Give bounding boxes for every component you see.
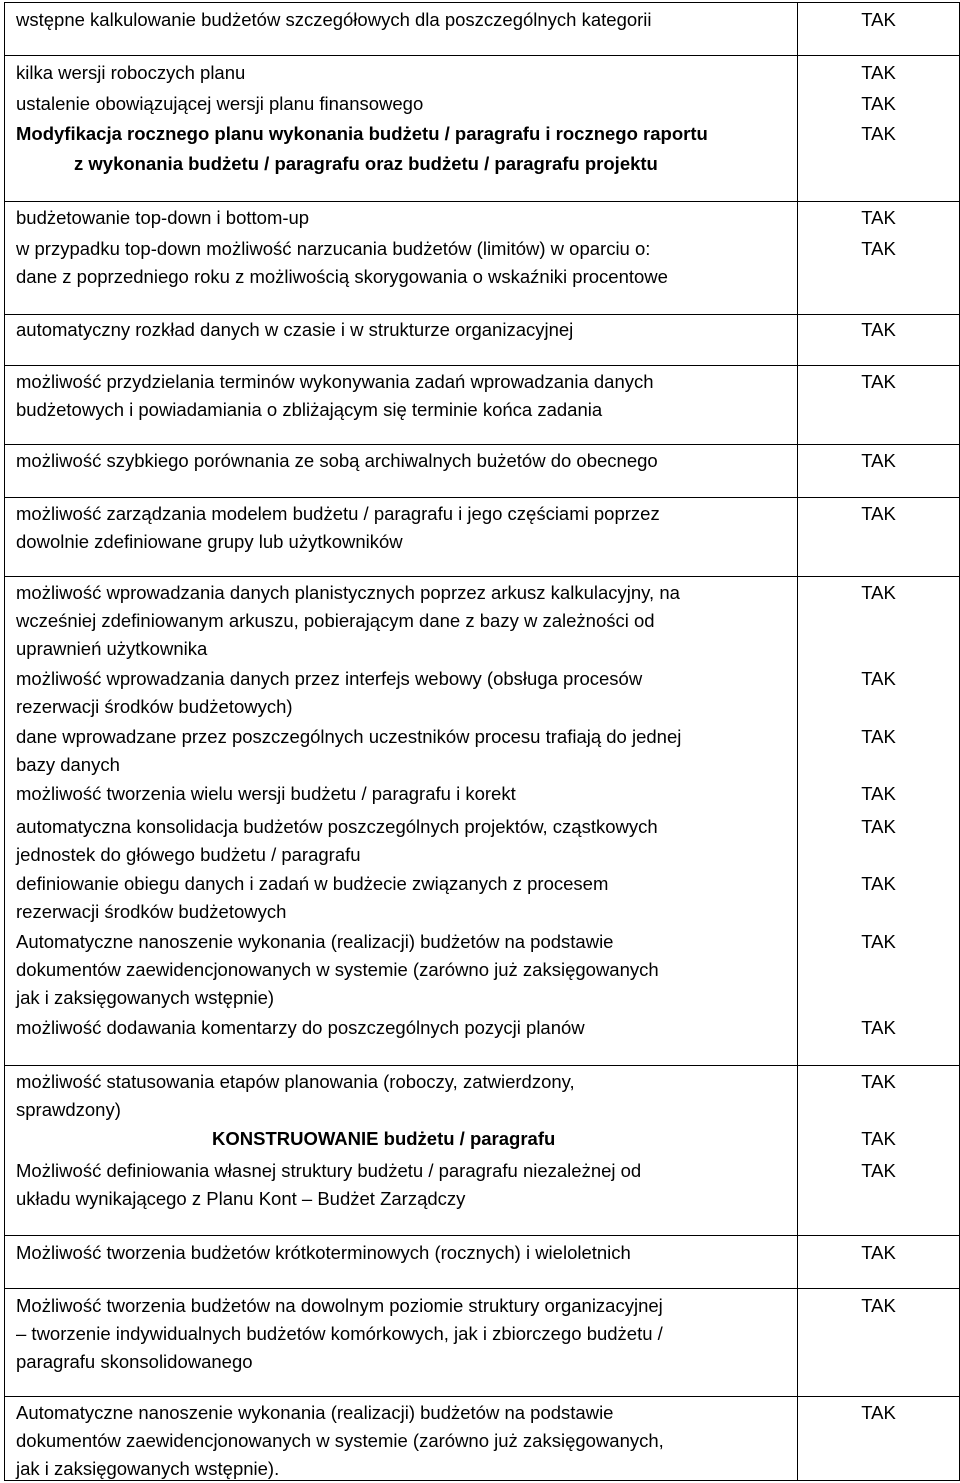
requirement-text: Automatyczne nanoszenie wykonania (realizacji) budżetów na podstawie — [16, 1402, 614, 1423]
requirement-text: dane z poprzedniego roku z możliwością skorygowania o wskaźniki procentowe — [16, 266, 668, 287]
table-row — [5, 1236, 959, 1289]
requirement-text: uprawnień użytkownika — [16, 638, 208, 659]
status-value: TAK — [861, 93, 896, 114]
status-value: TAK — [861, 62, 896, 83]
requirement-text: wcześniej zdefiniowanym arkuszu, pobierającym dane z bazy w zależności od — [16, 610, 655, 631]
requirement-text: możliwość szybkiego porównania ze sobą archiwalnych bużetów do obecnego — [16, 450, 658, 471]
requirement-text: Możliwość definiowania własnej struktury budżetu / paragrafu niezależnej od — [16, 1160, 642, 1181]
status-value: TAK — [861, 319, 896, 340]
table-row — [5, 56, 959, 202]
requirement-text: bazy danych — [16, 754, 120, 775]
requirement-text: jak i zaksięgowanych wstępnie) — [16, 987, 275, 1008]
requirement-text: możliwość przydzielania terminów wykonywania zadań wprowadzania danych — [16, 371, 654, 392]
requirement-text: dokumentów zaewidencjonowanych w systemie (zarówno już zaksięgowanych — [16, 959, 659, 980]
table-row — [5, 202, 959, 315]
status-value: TAK — [861, 9, 896, 30]
table-row — [5, 1066, 959, 1236]
requirement-text: budżetowych i powiadamiania o zbliżającym się terminie końca zadania — [16, 399, 603, 420]
requirements-table — [4, 2, 960, 1481]
requirement-text: układu wynikającego z Planu Kont – Budżet Zarządczy — [16, 1188, 466, 1209]
requirement-text: Modyfikacja rocznego planu wykonania budżetu / paragrafu i rocznego raportu — [16, 123, 708, 144]
requirement-text: możliwość wprowadzania danych przez interfejs webowy (obsługa procesów — [16, 668, 643, 689]
status-value: TAK — [861, 238, 896, 259]
status-value: TAK — [861, 1402, 896, 1423]
status-value: TAK — [861, 668, 896, 689]
requirement-text: jak i zaksięgowanych wstępnie). — [16, 1458, 280, 1479]
status-value: TAK — [861, 503, 896, 524]
requirement-text: możliwość statusowania etapów planowania (roboczy, zatwierdzony, — [16, 1071, 575, 1092]
table-row — [5, 577, 959, 1066]
requirement-text: z wykonania budżetu / paragrafu oraz budżetu / paragrafu projektu — [74, 153, 658, 174]
table-row — [5, 1289, 959, 1397]
requirement-text: definiowanie obiegu danych i zadań w budżecie związanych z procesem — [16, 873, 609, 894]
requirement-text: – tworzenie indywidualnych budżetów komórkowych, jak i zbiorczego budżetu / — [16, 1323, 663, 1344]
requirement-text: kilka wersji roboczych planu — [16, 62, 246, 83]
requirement-text: budżetowanie top-down i bottom-up — [16, 207, 310, 228]
requirement-text: dowolnie zdefiniowane grupy lub użytkowników — [16, 531, 403, 552]
status-value: TAK — [861, 1295, 896, 1316]
status-value: TAK — [861, 816, 896, 837]
status-value: TAK — [861, 371, 896, 392]
table-row — [5, 445, 959, 498]
requirement-text: możliwość zarządzania modelem budżetu / paragrafu i jego częściami poprzez — [16, 503, 660, 524]
requirement-text: dokumentów zaewidencjonowanych w systemie (zarówno już zaksięgowanych, — [16, 1430, 664, 1451]
status-value: TAK — [861, 1242, 896, 1263]
status-value: TAK — [861, 207, 896, 228]
requirement-text: Możliwość tworzenia budżetów krótkoterminowych (rocznych) i wieloletnich — [16, 1242, 631, 1263]
status-value: TAK — [861, 1071, 896, 1092]
table-row — [5, 3, 959, 56]
table-row — [5, 1397, 959, 1480]
section-heading: KONSTRUOWANIE budżetu / paragrafu — [212, 1128, 556, 1149]
requirement-text: automatyczny rozkład danych w czasie i w strukturze organizacyjnej — [16, 319, 574, 340]
requirement-text: rezerwacji środków budżetowych — [16, 901, 287, 922]
requirement-text: dane wprowadzane przez poszczególnych uczestników procesu trafiają do jednej — [16, 726, 682, 747]
table-row — [5, 498, 959, 577]
status-value: TAK — [861, 1017, 896, 1038]
requirement-text: automatyczna konsolidacja budżetów poszczególnych projektów, cząstkowych — [16, 816, 658, 837]
status-value: TAK — [861, 783, 896, 804]
status-value: TAK — [861, 1128, 896, 1149]
status-value: TAK — [861, 582, 896, 603]
status-value: TAK — [861, 1160, 896, 1181]
requirement-text: rezerwacji środków budżetowych) — [16, 696, 293, 717]
requirement-text: paragrafu skonsolidowanego — [16, 1351, 253, 1372]
requirement-text: Automatyczne nanoszenie wykonania (realizacji) budżetów na podstawie — [16, 931, 614, 952]
table-row — [5, 315, 959, 366]
status-value: TAK — [861, 123, 896, 144]
status-value: TAK — [861, 931, 896, 952]
status-value: TAK — [861, 873, 896, 894]
requirement-text: wstępne kalkulowanie budżetów szczegółowych dla poszczególnych kategorii — [16, 9, 652, 30]
requirement-text: w przypadku top-down możliwość narzucania budżetów (limitów) w oparciu o: — [16, 238, 651, 259]
requirement-text: możliwość wprowadzania danych planistycznych poprzez arkusz kalkulacyjny, na — [16, 582, 680, 603]
requirement-text: ustalenie obowiązującej wersji planu finansowego — [16, 93, 424, 114]
table-row — [5, 366, 959, 445]
status-value: TAK — [861, 726, 896, 747]
requirement-text: możliwość tworzenia wielu wersji budżetu / paragrafu i korekt — [16, 783, 516, 804]
requirement-text: Możliwość tworzenia budżetów na dowolnym poziomie struktury organizacyjnej — [16, 1295, 663, 1316]
requirement-text: sprawdzony) — [16, 1099, 121, 1120]
requirement-text: jednostek do główego budżetu / paragrafu — [16, 844, 361, 865]
requirement-text: możliwość dodawania komentarzy do poszczególnych pozycji planów — [16, 1017, 585, 1038]
status-value: TAK — [861, 450, 896, 471]
